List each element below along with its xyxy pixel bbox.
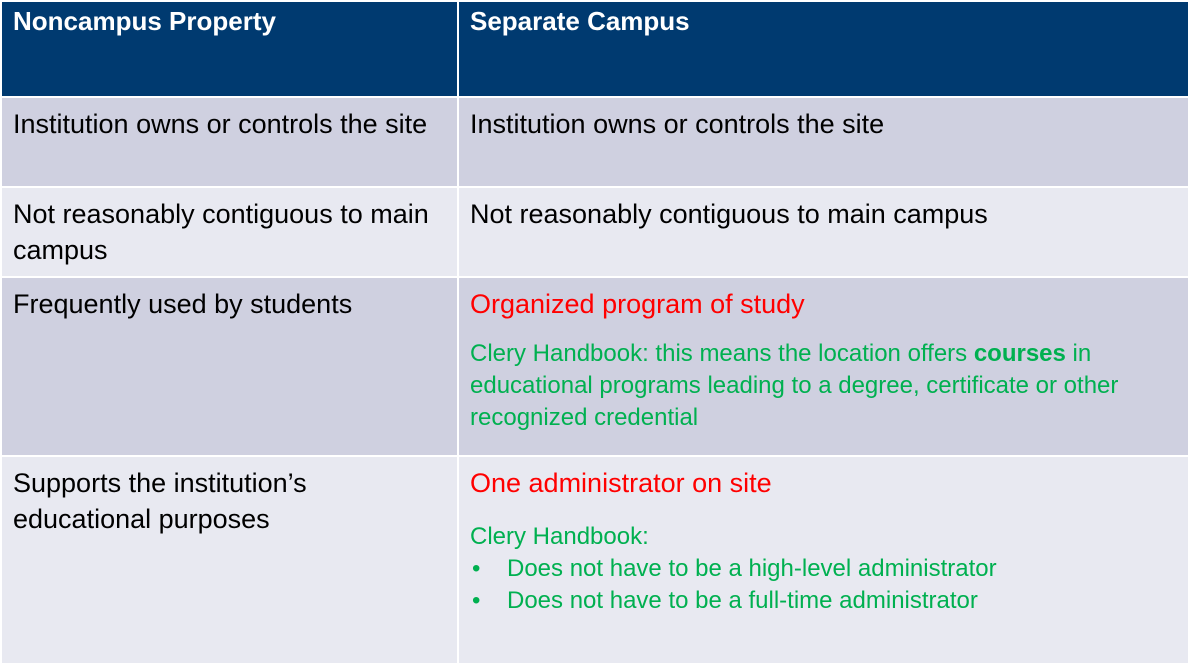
table-cell [458, 187, 1188, 277]
table-row [1, 277, 1188, 456]
bullet-list [470, 553, 1180, 617]
table-cell [1, 456, 458, 664]
table-cell [1, 277, 458, 456]
table-cell [458, 456, 1188, 664]
table-row [1, 456, 1188, 664]
requirement-text: One administrator on site [470, 468, 772, 498]
cell-text: Supports the institution’s educational purposes [13, 468, 307, 534]
note-suffix: in educational programs leading to a degree, certificate or other recognized credential [470, 340, 1119, 431]
cell-text: Frequently used by students [13, 289, 353, 319]
bullet-text: Does not have to be a full-time administrator [507, 587, 978, 614]
cell-text: Institution owns or controls the site [470, 109, 885, 139]
table-row [1, 187, 1188, 277]
cell-text: Not reasonably contiguous to main campus [13, 199, 429, 265]
table-cell [458, 277, 1188, 456]
cell-text: Not reasonably contiguous to main campus [470, 199, 988, 229]
bullet-text: Does not have to be a high-level administrator [507, 555, 997, 582]
note-bold-word: courses [973, 340, 1066, 367]
table-row [1, 97, 1188, 187]
header-noncampus-property: Noncampus Property [1, 1, 458, 97]
list-item [470, 585, 1180, 617]
header-row [1, 1, 1188, 97]
note-prefix: Clery Handbook: this means the location offers [470, 340, 974, 367]
bullet-icon: • [472, 555, 481, 582]
table-cell [1, 187, 458, 277]
clery-handbook-note [470, 338, 1180, 434]
list-item [470, 553, 1180, 585]
table-cell [1, 97, 458, 187]
table-cell [458, 97, 1188, 187]
header-separate-campus: Separate Campus [458, 1, 1188, 97]
clery-handbook-title: Clery Handbook: [470, 523, 649, 550]
bullet-icon: • [472, 587, 481, 614]
requirement-text: Organized program of study [470, 289, 805, 319]
cell-text: Institution owns or controls the site [13, 109, 428, 139]
